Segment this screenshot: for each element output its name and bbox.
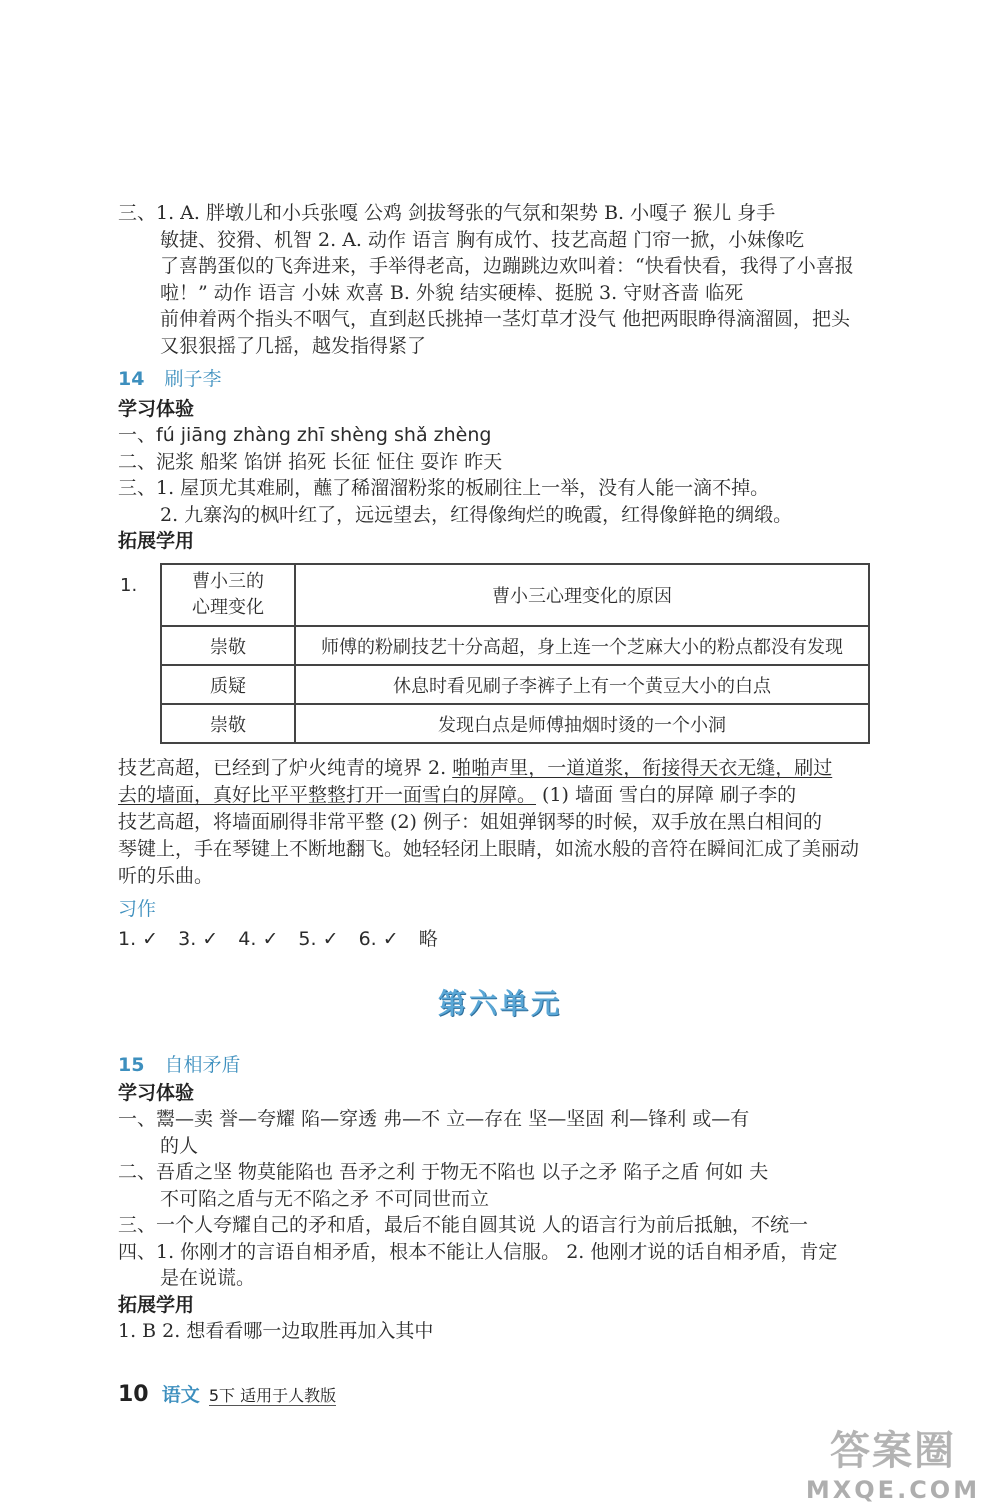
underlined-text: 啪啪声里，一道道浆，衔接得天衣无缝，刷过	[452, 757, 833, 779]
table-cell: 发现白点是师傅抽烟时烫的一个小洞	[295, 704, 869, 743]
section-heading: 拓展学用	[118, 1293, 195, 1316]
lesson-15-study	[118, 1080, 888, 1344]
subject-label: 语文	[161, 1384, 200, 1406]
table-cell: 崇敬	[161, 704, 295, 743]
section-heading: 习作	[118, 898, 157, 920]
text-line: 听的乐曲。	[118, 865, 214, 887]
lesson-15-heading	[118, 1050, 240, 1077]
underlined-text: 去的墙面，真好比平平整整打开一面雪白的屏障。	[118, 784, 537, 806]
lesson-14-study	[118, 396, 888, 554]
table-row	[161, 704, 869, 743]
lesson-number: 15	[118, 1054, 145, 1076]
section-three-answers	[118, 200, 888, 359]
unit-title: 第六单元	[437, 987, 562, 1020]
text-line: 三、一个人夸耀自己的矛和盾，最后不能自圆其说 人的语言行为前后抵触，不统一	[118, 1214, 809, 1236]
section-heading: 拓展学用	[118, 530, 195, 552]
text-segment: 技艺高超，已经到了炉火纯青的境界 2.	[118, 757, 453, 779]
text-line: 三、1. A. 胖墩儿和小兵张嘎 公鸡 剑拔弩张的气氛和架势 B. 小嘎子 猴儿 身手	[118, 202, 776, 224]
answer-item: 1. ✓	[118, 928, 159, 950]
text-line	[118, 755, 888, 782]
table-cell: 崇敬	[161, 626, 295, 665]
table-cell: 质疑	[161, 665, 295, 704]
text-line: 二、泥浆 船桨 馅饼 掐死 长征 怔住 耍诈 昨天	[118, 450, 503, 473]
question-number: 1.	[120, 575, 138, 596]
table-row	[161, 665, 869, 704]
lesson-14-exercise	[118, 896, 888, 953]
text-line: 不可陷之盾与无不陷之矛 不可同世而立	[160, 1187, 490, 1210]
text-line: 敏捷、狡猾、机智 2. A. 动作 语言 胸有成竹、技艺高超 门帘一掀，小妹像吃	[160, 228, 805, 251]
table-header-row	[161, 564, 869, 626]
table-cell: 休息时看见刷子李裤子上有一个黄豆大小的白点	[295, 665, 869, 704]
site-watermark	[804, 1419, 982, 1504]
header-text: 曹小三的	[192, 571, 264, 592]
lesson-14-extend-answers	[118, 755, 888, 890]
answer-item: 3. ✓	[178, 928, 219, 950]
answer-item: 5. ✓	[298, 928, 339, 950]
lesson-title: 自相矛盾	[164, 1054, 241, 1076]
text-line: 1. B 2. 想看看哪一边取胜再加入其中	[118, 1319, 434, 1342]
text-line: 的人	[160, 1134, 199, 1157]
text-line: 一、鬻—卖 誉—夸耀 陷—穿透 弗—不 立—存在 坚—坚固 利—锋利 或—有	[118, 1108, 750, 1130]
page-number: 10	[118, 1382, 149, 1407]
watermark-url: MXQE.COM	[805, 1476, 981, 1504]
text-segment: (1) 墙面 雪白的屏障 刷子李的	[536, 784, 797, 806]
answer-item: 4. ✓	[238, 928, 279, 950]
text-line: 2. 九寨沟的枫叶红了，远远望去，红得像绚烂的晚霞，红得像鲜艳的绸缎。	[160, 503, 793, 526]
text-line: 三、1. 屋顶尤其难刷，蘸了稀溜溜粉浆的板刷往上一举，没有人能一滴不掉。	[118, 477, 770, 499]
text-line: 一、fú jiāng zhàng zhī shèng shǎ zhèng	[118, 424, 492, 446]
text-line: 技艺高超，将墙面刷得非常平整 (2) 例子：姐姐弹钢琴的时候，双手放在黑白相间的	[118, 811, 822, 833]
table-header-cell	[161, 564, 295, 626]
text-line: 是在说谎。	[160, 1267, 256, 1289]
lesson-title: 刷子李	[164, 368, 222, 390]
lesson-14-heading	[118, 364, 221, 391]
text-line: 前伸着两个指头不咽气，直到赵氏挑掉一茎灯草才没气 他把两眼睁得滴溜圆，把头	[160, 308, 851, 330]
text-line: 又狠狠摇了几摇，越发指得紧了	[160, 334, 427, 357]
section-heading: 学习体验	[118, 1082, 195, 1104]
text-line	[118, 782, 888, 809]
text-line: 啦！” 动作 语言 小妹 欢喜 B. 外貌 结实硬棒、挺脱 3. 守财吝啬 临死	[160, 281, 744, 304]
text-line: 二、吾盾之坚 物莫能陷也 吾矛之利 于物无不陷也 以子之矛 陷子之盾 何如 夫	[118, 1161, 769, 1183]
answer-item: 略	[418, 928, 438, 950]
text-line: 琴键上，手在琴键上不断地翻飞。她轻轻闭上眼睛，如流水般的音符在瞬间汇成了美丽动	[118, 838, 860, 860]
lesson-number: 14	[118, 368, 145, 390]
text-line: 四、1. 你刚才的言语自相矛盾，根本不能让人信服。 2. 他刚才说的话自相矛盾，肯定	[118, 1240, 838, 1263]
table-row	[161, 626, 869, 665]
table-cell: 师傅的粉刷技艺十分高超，身上连一个芝麻大小的粉点都没有发现	[295, 626, 869, 665]
psychology-table	[160, 563, 870, 744]
header-text: 心理变化	[192, 597, 264, 618]
answer-item: 6. ✓	[358, 928, 399, 950]
grade-label: 5下 适用于人教版	[208, 1386, 337, 1405]
page-footer	[118, 1380, 336, 1407]
section-heading: 学习体验	[118, 398, 195, 420]
exercise-answers	[118, 926, 888, 953]
watermark-logo-text: 答案圈	[830, 1428, 956, 1474]
text-line: 了喜鹊蛋似的飞奔进来，手举得老高，边蹦跳边欢叫着：“快看快看，我得了小喜报	[160, 255, 854, 277]
table-header-cell: 曹小三心理变化的原因	[295, 564, 869, 626]
